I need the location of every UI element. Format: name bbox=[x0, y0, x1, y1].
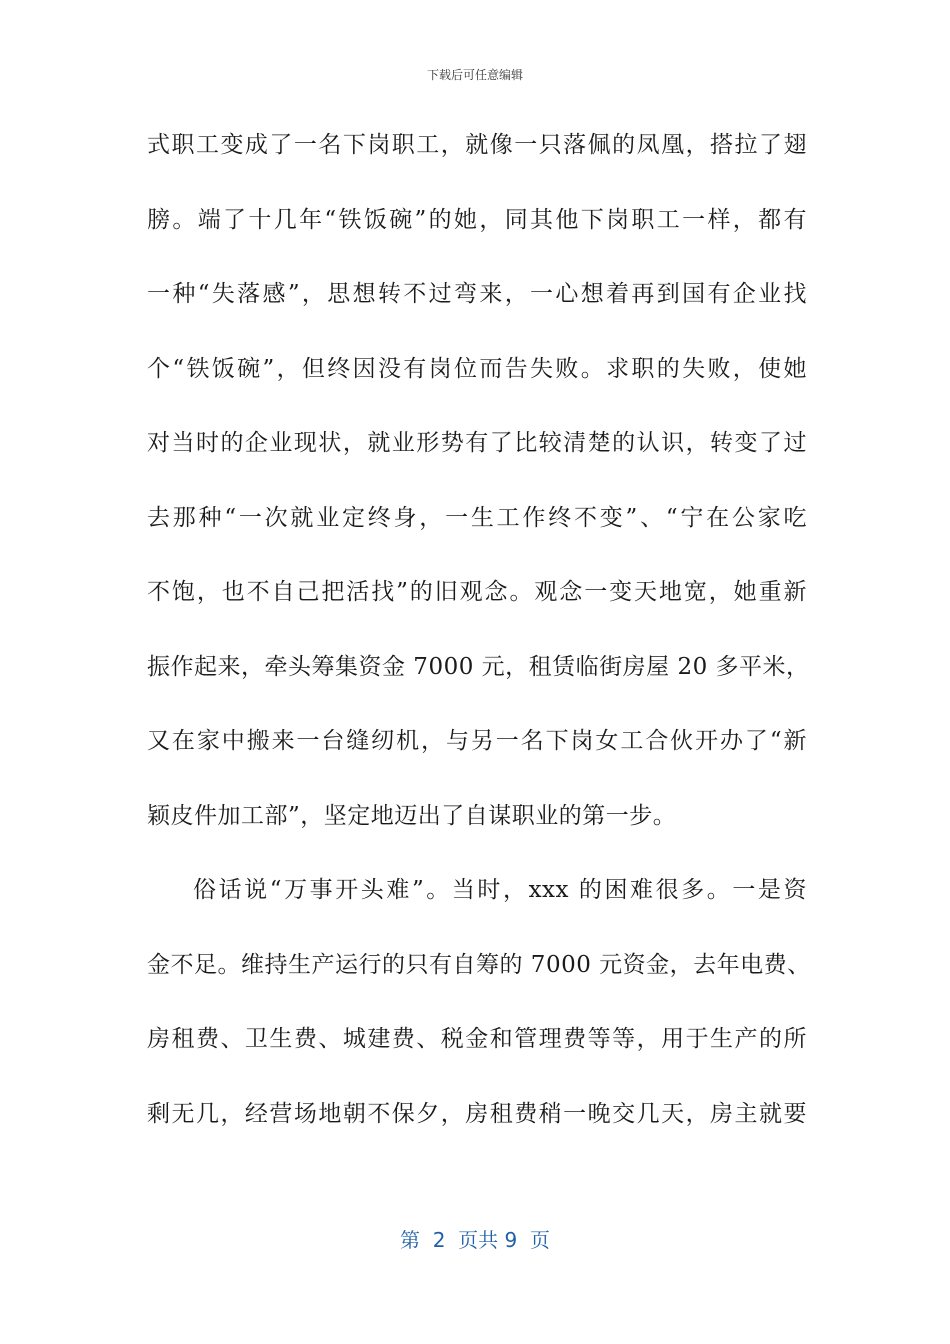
text-line: 振作起来，牵头筹集资金 7000 元，租赁临街房屋 20 多平米， bbox=[147, 653, 810, 680]
page-number bbox=[0, 1224, 950, 1253]
text-line: 又在家中搬来一台缝纫机，与另一名下岗女工合伙开办了“新 bbox=[147, 728, 807, 754]
text-line: 金不足。维持生产运行的只有自筹的 7000 元资金，去年电费、 bbox=[147, 951, 811, 978]
page-header: 下载后可任意编辑 bbox=[426, 68, 523, 82]
text-line: 不饱，也不自己把活找”的旧观念。观念一变天地宽，她重新 bbox=[147, 579, 807, 605]
text-line: 对当时的企业现状，就业形势有了比较清楚的认识，转变了过 bbox=[147, 430, 807, 456]
text-line: 房租费、卫生费、城建费、税金和管理费等等，用于生产的所 bbox=[147, 1026, 807, 1052]
page-number-text: 第 2 页共 9 页 bbox=[400, 1228, 550, 1252]
text-line: 颖皮件加工部”，坚定地迈出了自谋职业的第一步。 bbox=[147, 802, 677, 829]
text-line: 膀。端了十几年“铁饭碗”的她，同其他下岗职工一样，都有 bbox=[147, 206, 807, 233]
text-line: 式职工变成了一名下岗职工，就像一只落佩的凤凰，搭拉了翅 bbox=[147, 132, 807, 158]
document-body bbox=[147, 108, 811, 1151]
text-line: 一种“失落感”，思想转不过弯来，一心想着再到国有企业找 bbox=[147, 281, 807, 307]
paragraph-first-line: 俗话说“万事开头难”。当时，xxx 的困难很多。一是资 bbox=[193, 877, 807, 903]
text-line: 去那种“一次就业定终身，一生工作终不变”、“宁在公家吃 bbox=[147, 504, 807, 531]
text-line: 剩无几，经营场地朝不保夕，房租费稍一晚交几天，房主就要 bbox=[147, 1100, 807, 1127]
text-line: 个“铁饭碗”，但终因没有岗位而告失败。求职的失败，使她 bbox=[147, 355, 807, 382]
